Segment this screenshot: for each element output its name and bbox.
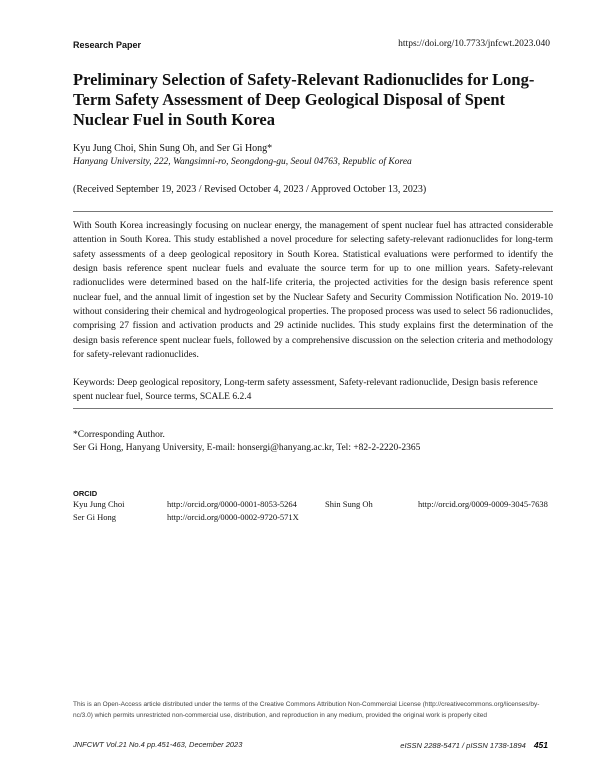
affiliation: Hanyang University, 222, Wangsimni-ro, Seongdong-gu, Seoul 04763, Republic of Korea	[73, 157, 412, 167]
journal-citation: JNFCWT Vol.21 No.4 pp.451-463, December 2023	[73, 740, 243, 749]
orcid-id-link[interactable]: http://orcid.org/0000-0001-8053-5264	[167, 499, 297, 509]
orcid-author-name: Shin Sung Oh	[325, 499, 373, 509]
abstract-bottom-divider	[73, 408, 553, 409]
license-notice: This is an Open-Access article distributed under the terms of the Creative Commons Attribution Non-Commercial License (http://creativecommons.org/licenses/by-nc/3.0) which permits unrestricted non-commercial use, distribution, and reproduction in any medium, provided the original work is properly cited	[73, 701, 540, 719]
corresponding-author-details: Ser Gi Hong, Hanyang University, E-mail: honsergi@hanyang.ac.kr, Tel: +82-2-2220-2365	[73, 443, 421, 453]
corresponding-author-title: *Corresponding Author.	[73, 430, 165, 440]
doi-link[interactable]: https://doi.org/10.7733/jnfcwt.2023.040	[398, 39, 550, 49]
orcid-id-link[interactable]: http://orcid.org/0009-0009-3045-7638	[418, 499, 548, 509]
author-list: Kyu Jung Choi, Shin Sung Oh, and Ser Gi Hong*	[73, 143, 273, 154]
orcid-author-name: Ser Gi Hong	[73, 512, 116, 522]
received-dates: (Received September 19, 2023 / Revised October 4, 2023 / Approved October 13, 2023)	[73, 184, 427, 195]
issn-footer	[400, 740, 548, 750]
abstract-text: With South Korea increasingly focusing on nuclear energy, the management of spent nuclear fuel has attracted considerable attention in South Korea. This study established a novel procedure for selecting safety-relevant radionuclides for long-term safety assessments of a deep geological repository in South Korea. Statistical evaluations were performed to identify the design basis reference spent nuclear fuels and evaluate the source term for up to one million years. Safety-relevant radionuclides were determined based on the half-life criteria, the projected activities for the design basis reference spent nuclear fuel, and the annual limit of ingestion set by the Nuclear Safety and Security Commission Notification No. 2019-10 without considering their chemical and hydrogeological properties. The proposed process was used to select 56 radionuclides, comprising 27 fission and activation products and 29 actinide nuclides. This study explains first the determination of the design basis reference spent nuclear fuels, followed by a comprehensive discussion on the selection criteria and methodology for safety-relevant radionuclides.	[73, 221, 553, 361]
keywords: Keywords: Deep geological repository, Long-term safety assessment, Safety-relevant radionuclide, Design basis reference spent nuclear fuel, Source terms, SCALE 6.2.4	[73, 378, 538, 403]
page-number: 451	[533, 740, 548, 750]
paper-title: Preliminary Selection of Safety-Relevant Radionuclides for Long-Term Safety Assessment of Deep Geological Disposal of Spent Nuclear Fuel in South Korea	[73, 70, 535, 129]
issn-text: eISSN 2288-5471 / pISSN 1738-1894	[400, 741, 526, 750]
orcid-author-name: Kyu Jung Choi	[73, 499, 125, 509]
orcid-label: ORCID	[73, 489, 98, 498]
orcid-id-link[interactable]: http://orcid.org/0000-0002-9720-571X	[167, 512, 299, 522]
abstract-top-divider	[73, 211, 553, 212]
article-type-label: Research Paper	[73, 40, 142, 50]
